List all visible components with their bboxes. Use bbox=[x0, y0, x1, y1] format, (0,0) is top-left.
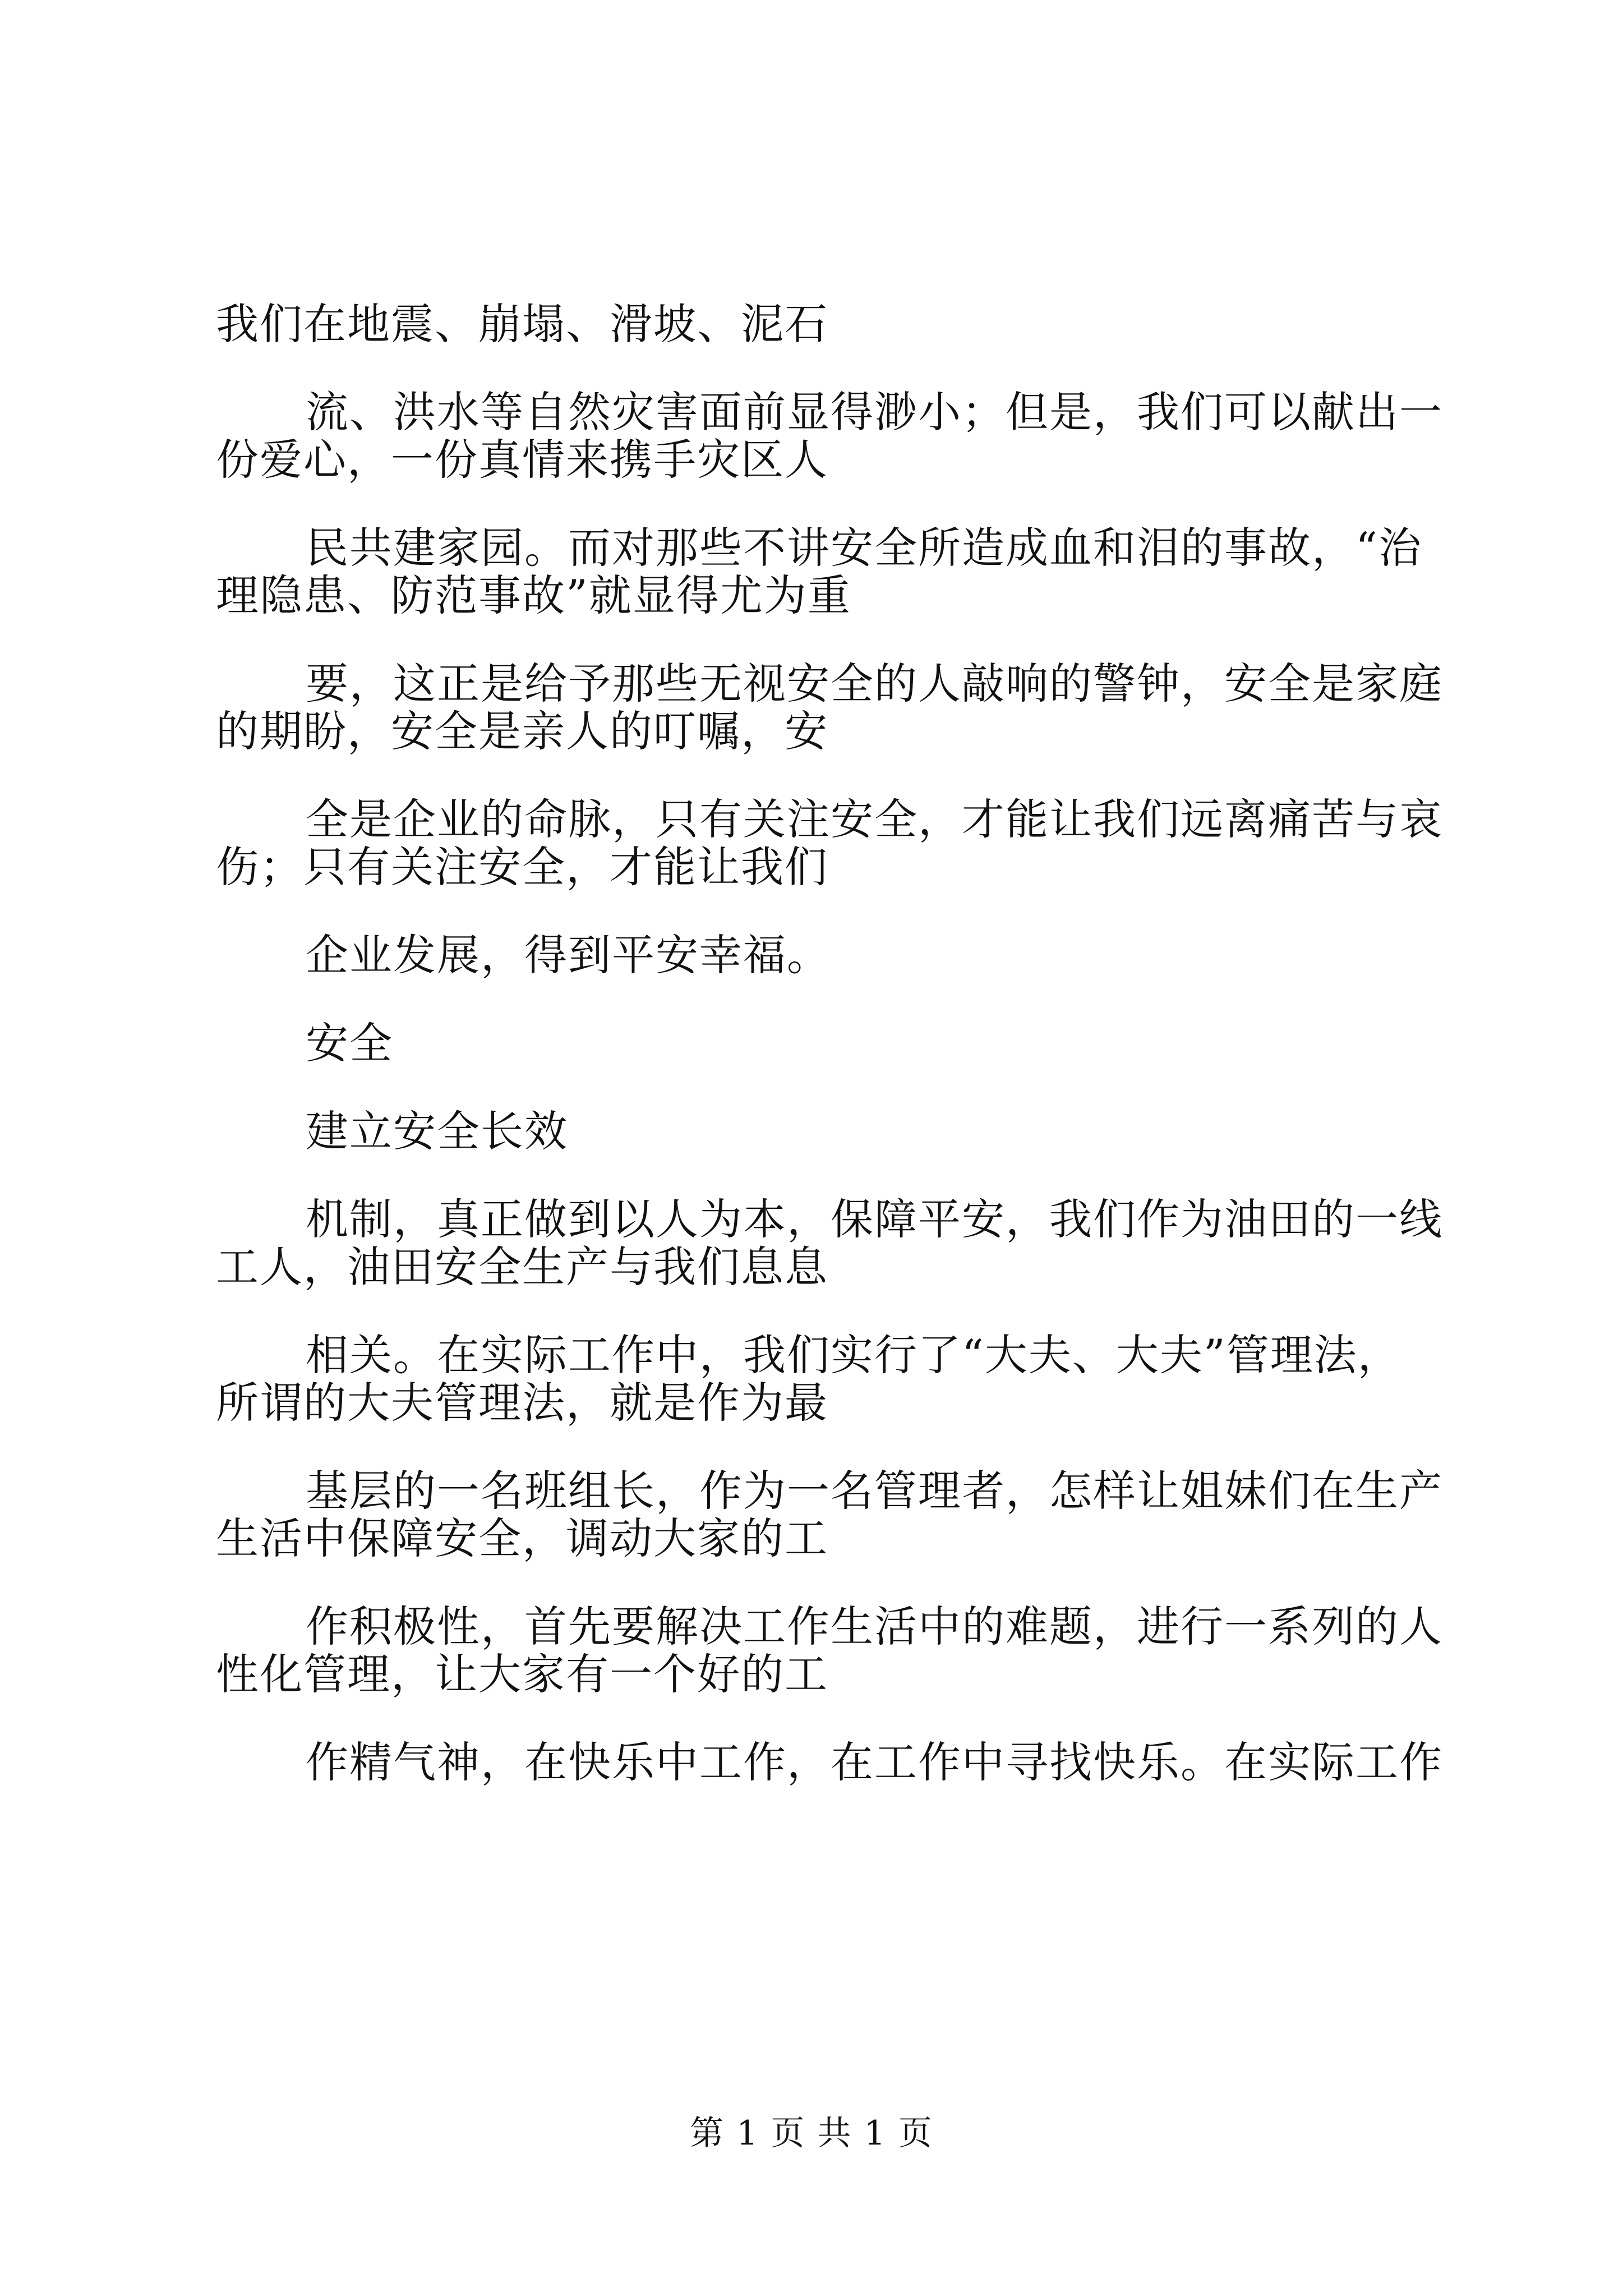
text-line: 流、洪水等自然灾害面前显得渺小；但是，我们可以献出一 bbox=[306, 387, 1443, 437]
text-line: 份爱心，一份真情来携手灾区人 bbox=[216, 435, 828, 485]
text-line: 理隐患、防范事故”就显得尤为重 bbox=[216, 570, 851, 620]
text-line: 安全 bbox=[306, 1018, 393, 1068]
text-line: 要，这正是给予那些无视安全的人敲响的警钟，安全是家庭 bbox=[306, 659, 1443, 708]
text-line: 我们在地震、崩塌、滑坡、泥石 bbox=[216, 299, 828, 349]
text-line: 机制，真正做到以人为本，保障平安，我们作为油田的一线 bbox=[306, 1194, 1443, 1244]
body-text bbox=[216, 299, 1443, 1787]
text-line: 生活中保障安全，调动大家的工 bbox=[216, 1513, 828, 1563]
text-line: 相关。在实际工作中，我们实行了“大夫、大夫”管理法， bbox=[306, 1330, 1401, 1380]
text-line: 工人，油田安全生产与我们息息 bbox=[216, 1242, 828, 1292]
text-line: 性化管理，让大家有一个好的工 bbox=[216, 1649, 828, 1699]
page-footer: 第 1 页 共 1 页 bbox=[690, 2114, 933, 2153]
text-line: 所谓的大夫管理法，就是作为最 bbox=[216, 1378, 828, 1428]
text-line: 基层的一名班组长，作为一名管理者，怎样让姐妹们在生产 bbox=[306, 1466, 1443, 1516]
text-line: 作精气神，在快乐中工作，在工作中寻找快乐。在实际工作 bbox=[306, 1737, 1443, 1787]
text-line: 作积极性，首先要解决工作生活中的难题，进行一系列的人 bbox=[306, 1602, 1443, 1651]
text-line: 伤；只有关注安全，才能让我们 bbox=[216, 842, 828, 892]
text-line: 企业发展，得到平安幸福。 bbox=[306, 930, 831, 980]
text-line: 的期盼，安全是亲人的叮嘱，安 bbox=[216, 706, 828, 756]
text-line: 民共建家园。而对那些不讲安全所造成血和泪的事故，“治 bbox=[306, 523, 1422, 573]
text-line: 建立安全长效 bbox=[306, 1106, 568, 1156]
text-line: 全是企业的命脉，只有关注安全，才能让我们远离痛苦与哀 bbox=[306, 794, 1443, 844]
